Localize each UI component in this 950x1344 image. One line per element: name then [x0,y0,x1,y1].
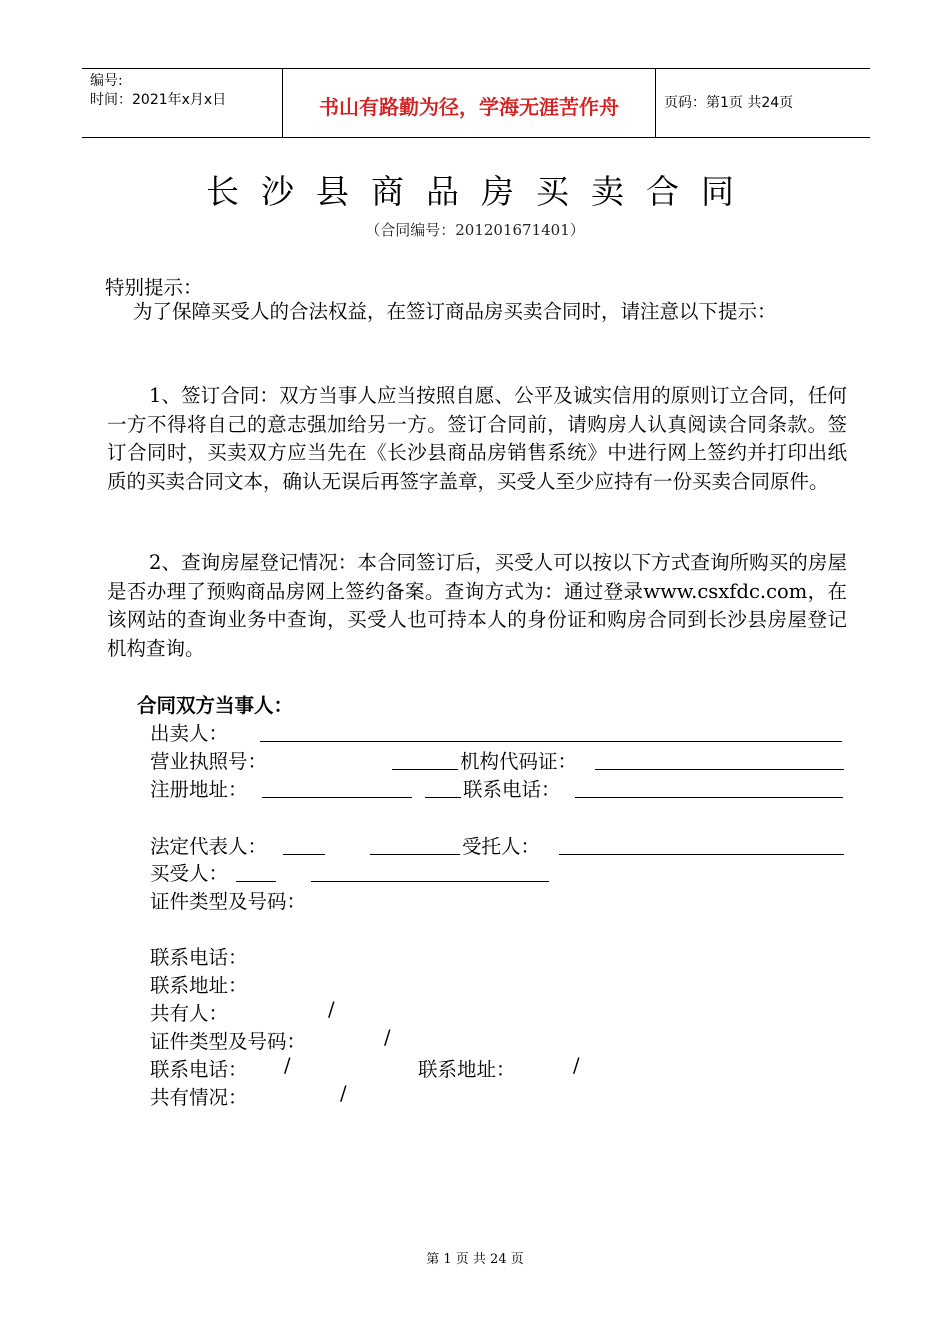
org-code-field[interactable] [595,769,844,770]
co-ownership-value: / [340,1082,347,1105]
header-meta-cell [82,69,283,137]
page-footer: 第 1 页 共 24 页 [426,1252,524,1267]
notice-heading: 特别提示： [105,276,203,299]
license-field[interactable] [392,769,458,770]
contract-title: 长沙县商品房买卖合同 [206,172,756,211]
notice-intro: 为了保障买受人的合法权益，在签订商品房买卖合同时，请注意以下提示： [133,300,777,323]
motto: 书山有路勤为径，学海无涯苦作舟 [319,95,619,119]
contract-number: （合同编号：201201671401） [365,221,585,239]
buyer-field[interactable] [236,881,276,882]
co-owner-address-value: / [573,1054,580,1077]
legal-rep-label: 法定代表人： [150,835,268,858]
header-motto-cell [283,69,656,137]
agent-label: 受托人： [462,835,541,858]
seller-phone-field[interactable] [575,797,843,798]
document-number-label: 编号: [90,73,123,89]
buyer-phone-label: 联系电话： [150,946,248,969]
buyer-address-label: 联系地址： [150,974,248,997]
reg-address-field-2[interactable] [425,797,461,798]
co-owner-id-label: 证件类型及号码： [150,1030,307,1053]
co-owner-address-label: 联系地址： [418,1058,516,1081]
co-owner-id-value: / [384,1026,391,1049]
license-label: 营业执照号： [150,750,268,773]
page-indicator: 页码：第1页 共24页 [664,95,794,111]
co-owner-value: / [328,998,335,1021]
buyer-label: 买受人： [150,862,229,885]
co-owner-phone-value: / [284,1054,291,1077]
reg-address-field[interactable] [262,797,412,798]
notice-item-1: 1、签订合同：双方当事人应当按照自愿、公平及诚实信用的原则订立合同，任何一方不得将自己的意志强加给另一方。签订合同前，请购房人认真阅读合同条款。签订合同时，买卖双方应当先在《长沙县商品房销售系统》中进行网上签约并打印出纸质的买卖合同文本，确认无误后再签字盖章，买受人至少应持有一份买卖合同原件。 [107,384,847,493]
header-page-cell [656,69,870,137]
document-date: 时间：2021年x月x日 [90,92,227,108]
org-code-label: 机构代码证： [460,750,578,773]
seller-label: 出卖人： [150,722,229,745]
legal-rep-field-2[interactable] [370,854,460,855]
notice-item-2: 2、查询房屋登记情况：本合同签订后，买受人可以按以下方式查询所购买的房屋是否办理了预购商品房网上签约备案。查询方式为：通过登录www.csxfdc.com，在该网站的查询业务中查询，买受人也可持本人的身份证和购房合同到长沙县房屋登记机构查询。 [107,551,847,660]
buyer-id-label: 证件类型及号码： [150,890,307,913]
agent-field[interactable] [559,854,844,855]
co-ownership-label: 共有情况： [150,1086,248,1109]
document-header [82,68,870,138]
parties-heading: 合同双方当事人： [137,694,294,717]
seller-phone-label: 联系电话： [463,778,561,801]
legal-rep-field[interactable] [283,854,325,855]
reg-address-label: 注册地址： [150,778,248,801]
seller-field[interactable] [260,741,842,742]
co-owner-phone-label: 联系电话： [150,1058,248,1081]
co-owner-label: 共有人： [150,1002,229,1025]
buyer-field-2[interactable] [311,881,549,882]
